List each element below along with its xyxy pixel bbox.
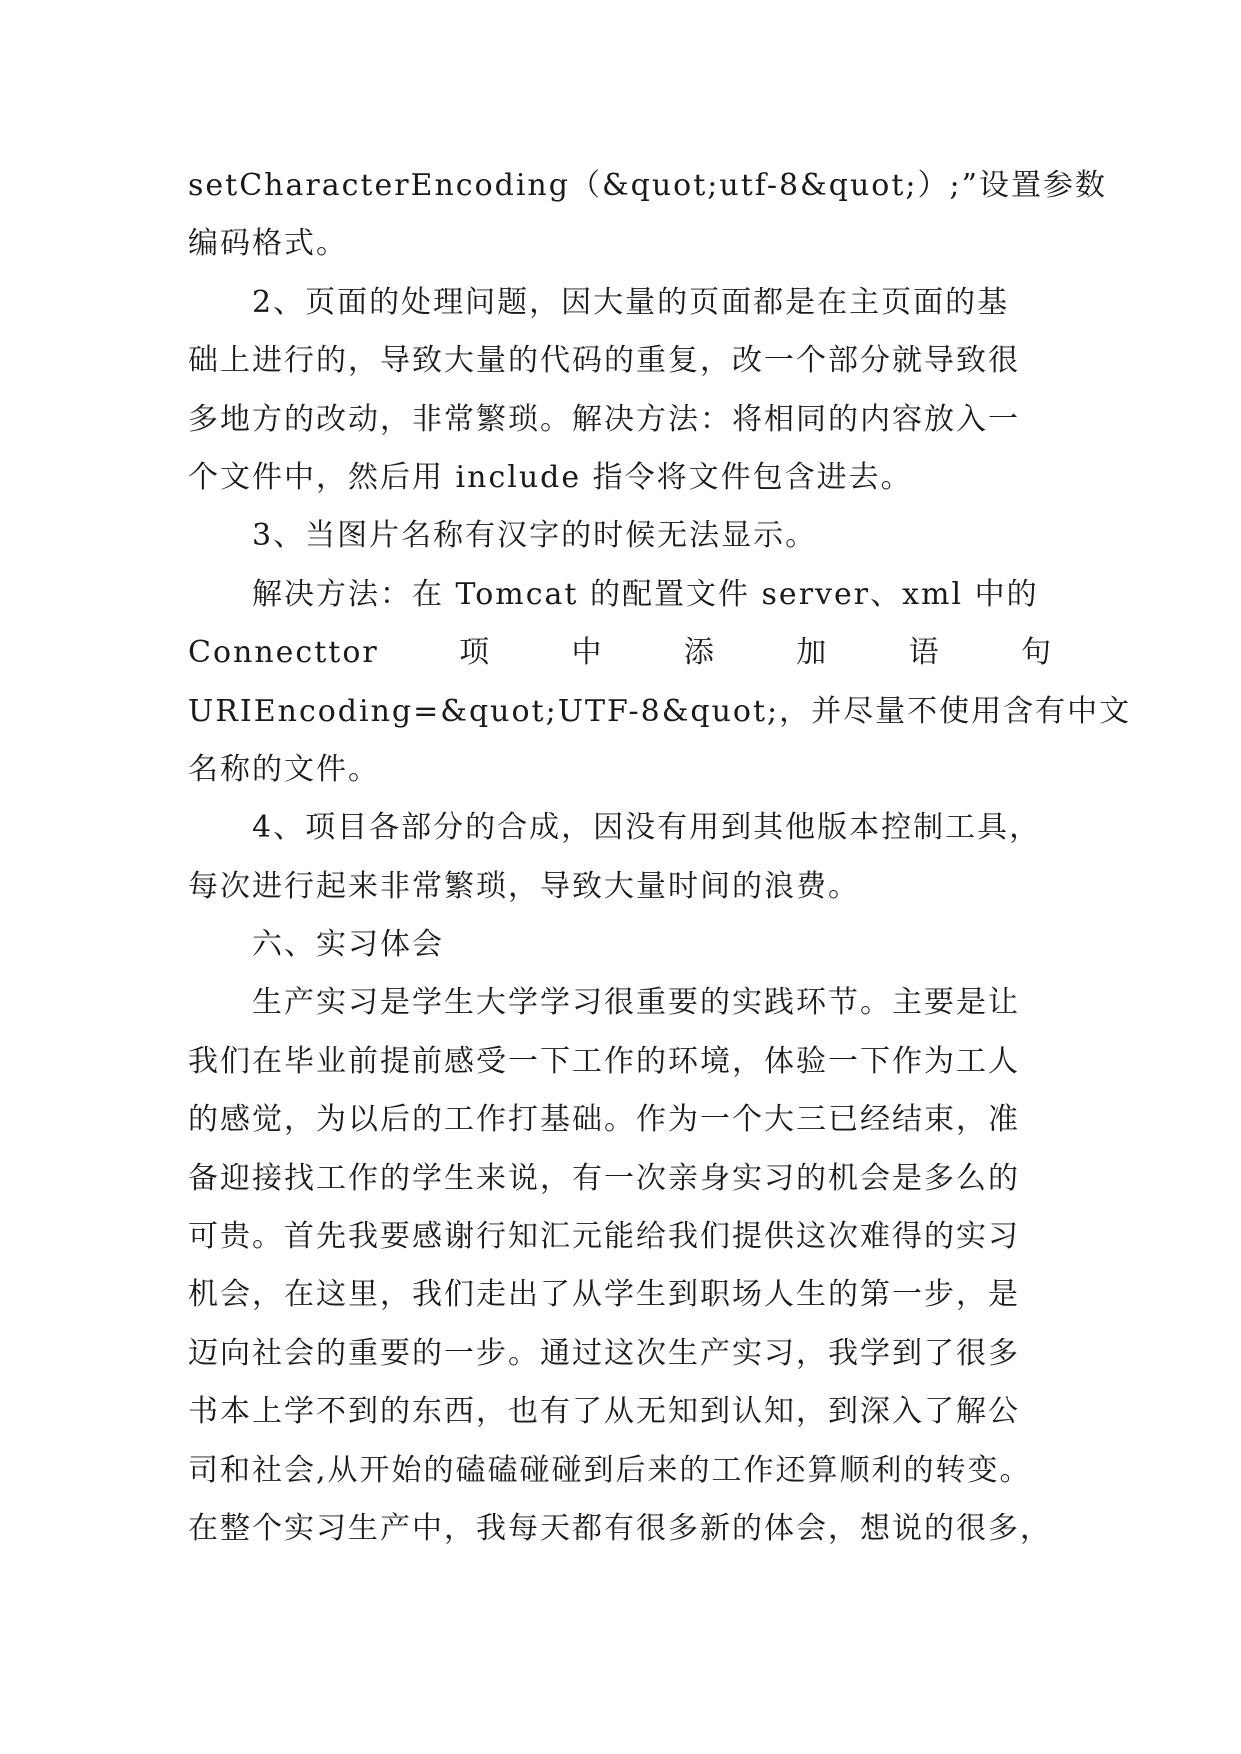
text-line: 在整个实习生产中，我每天都有很多新的体会，想说的很多， [188, 1510, 1052, 1546]
text-line: 机会，在这里，我们走出了从学生到职场人生的第一步，是 [188, 1277, 1020, 1313]
spread-text-line [188, 624, 1053, 682]
text-line: URIEncoding=&quot;UTF-8&quot;，并尽量不使用含有中文 [188, 693, 1132, 729]
text-line: 础上进行的，导致大量的代码的重复，改一个部分就导致很 [188, 343, 1020, 379]
text-line: setCharacterEncoding（&quot;utf-8&quot;）;”设置参数 [188, 168, 1107, 203]
text-line: 3、当图片名称有汉字的时候无法显示。 [252, 518, 818, 554]
section-heading: 六、实习体会 [252, 927, 444, 963]
text-line: 解决方法：在 Tomcat 的配置文件 server、xml 中的 [252, 576, 1039, 612]
text-line: 4、项目各部分的合成，因没有用到其他版本控制工具， [252, 810, 1042, 846]
text-line: 2、页面的处理问题，因大量的页面都是在主页面的基 [252, 284, 1010, 320]
spread-word: 加 [796, 635, 829, 671]
text-line: 个文件中，然后用 include 指令将文件包含进去。 [188, 459, 913, 495]
text-line: 名称的文件。 [188, 751, 380, 787]
spread-word: Connecttor [188, 635, 379, 671]
text-line: 多地方的改动，非常繁琐。解决方法：将相同的内容放入一 [188, 401, 1020, 437]
text-line: 生产实习是学生大学学习很重要的实践环节。主要是让 [252, 985, 1020, 1021]
text-line: 可贵。首先我要感谢行知汇元能给我们提供这次难得的实习 [188, 1219, 1020, 1255]
spread-word: 添 [683, 635, 716, 671]
text-line: 每次进行起来非常繁琐，导致大量时间的浪费。 [188, 868, 860, 904]
text-line: 我们在毕业前提前感受一下工作的环境，体验一下作为工人 [188, 1043, 1020, 1079]
spread-word: 句 [1020, 635, 1053, 671]
spread-word: 项 [459, 635, 492, 671]
text-line: 的感觉，为以后的工作打基础。作为一个大三已经结束，准 [188, 1102, 1020, 1138]
text-line: 迈向社会的重要的一步。通过这次生产实习，我学到了很多 [188, 1335, 1020, 1371]
text-line: 编码格式。 [188, 226, 348, 262]
spread-word: 中 [571, 635, 604, 671]
document-body [188, 157, 1132, 1558]
text-line: 备迎接找工作的学生来说，有一次亲身实习的机会是多么的 [188, 1160, 1020, 1196]
spread-word: 语 [908, 635, 941, 671]
text-line: 司和社会,从开始的磕磕碰碰到后来的工作还算顺利的转变。 [188, 1452, 1032, 1488]
text-line: 书本上学不到的东西，也有了从无知到认知，到深入了解公 [188, 1394, 1020, 1430]
